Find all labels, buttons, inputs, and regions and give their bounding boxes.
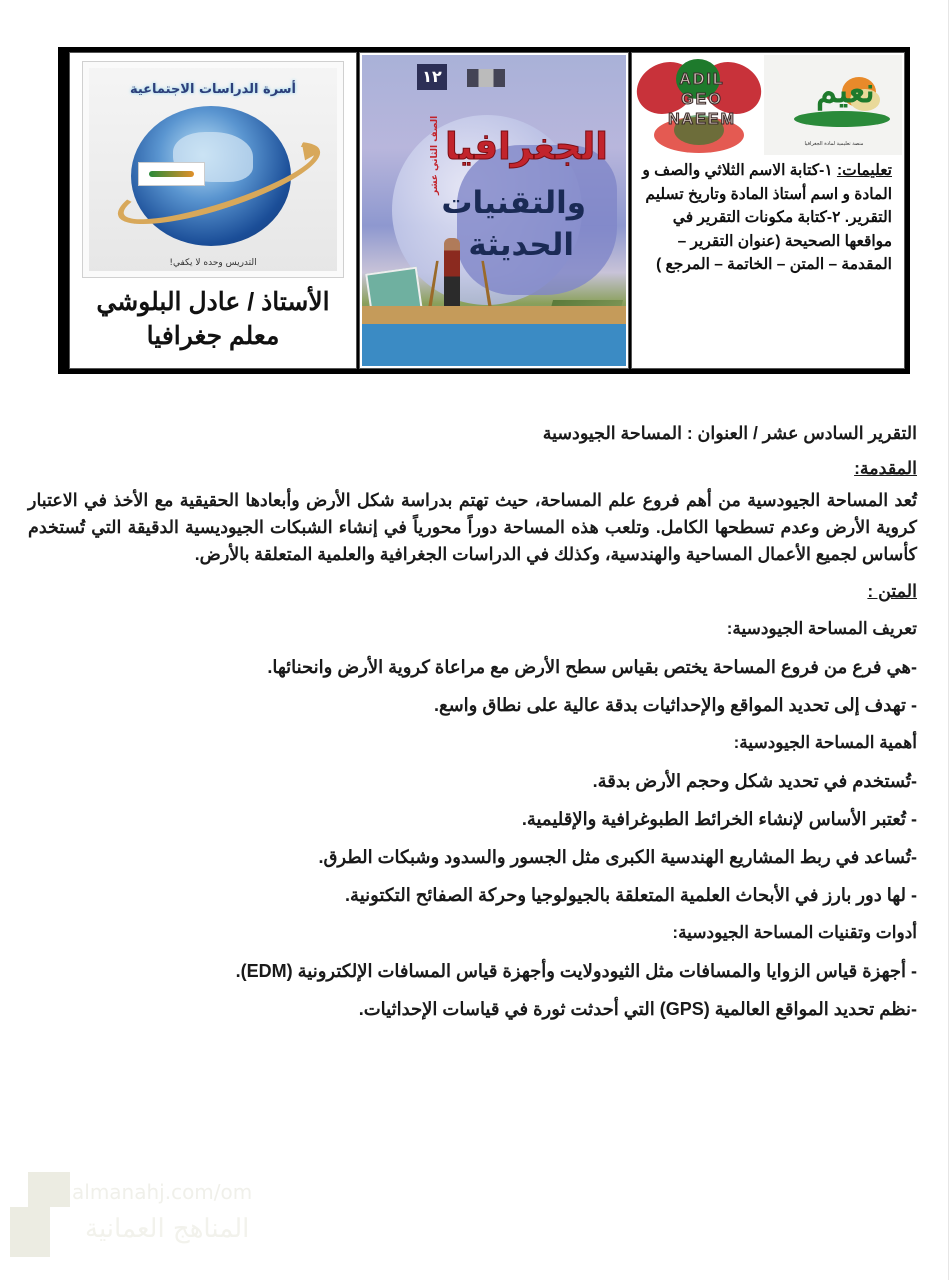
intro-heading: المقدمة: xyxy=(854,458,917,478)
list-item: - أجهزة قياس الزوايا والمسافات مثل الثيودولايت وأجهزة قياس المسافات الإلكترونية (EDM). xyxy=(235,961,917,981)
adil-geo-naeem-logo xyxy=(634,55,764,155)
cover-title-line2: والتقنيات xyxy=(441,185,586,221)
instructions xyxy=(634,155,902,277)
definition-heading: تعريف المساحة الجيودسية: xyxy=(726,619,917,638)
list-item: -تُستخدم في تحديد شكل وحجم الأرض بدقة. xyxy=(592,771,917,791)
intro-paragraph: تُعد المساحة الجيودسية من أهم فروع علم المساحة، حيث تهتم بدراسة شكل الأرض وأبعادها الحقيقية مع الأخذ في الاعتبار كروية الأرض وعدم تسطحها الكامل. وتلعب هذه المساحة دوراً محورياً في إنشاء الشبكات الجيوديسية الدقيقة التي تُستخدم كأساس لجميع الأعمال المساحية والهندسية، وكذلك في الدراسات الجغرافية والعلمية المتعلقة بالأرض. xyxy=(28,490,917,564)
book-cover xyxy=(362,55,626,366)
naeem-caption: منصة تعليمية لمادة الجغرافيا xyxy=(804,141,864,147)
instructions-label: تعليمات: xyxy=(836,162,892,179)
cover-ground-image xyxy=(362,306,626,366)
report-content xyxy=(28,418,917,1024)
list-item: -نظم تحديد المواقع العالمية (GPS) التي أحدثت ثورة في قياسات الإحداثيات. xyxy=(358,999,917,1019)
surveyor-image xyxy=(444,238,460,308)
mini-naeem-logo xyxy=(138,162,205,186)
watermark-logo-icon xyxy=(28,1172,70,1207)
list-item: - تهدف إلى تحديد المواقع والإحداثيات بدقة عالية على نطاق واسع. xyxy=(433,695,917,715)
watermark xyxy=(10,1172,253,1262)
social-studies-logo xyxy=(82,61,344,278)
teacher-name: الأستاذ / عادل البلوشي xyxy=(96,288,330,316)
report-title: التقرير السادس عشر / العنوان : المساحة الجيودسية xyxy=(542,423,917,443)
watermark-logo-icon xyxy=(10,1207,50,1257)
cover-grade-number: ١٢ xyxy=(417,64,447,90)
naeem-book-icon xyxy=(794,111,890,127)
teacher-cell xyxy=(70,53,356,368)
logo-text-geo: GEO xyxy=(681,91,723,108)
satellite-icon xyxy=(467,69,505,87)
cover-title-line3: الحديثة xyxy=(468,227,574,263)
teacher-info xyxy=(72,285,354,353)
watermark-url: almanahj.com/om xyxy=(72,1180,253,1204)
logo-text-naeem: NAEEM xyxy=(668,111,736,128)
cover-title-line1: الجغرافيا xyxy=(444,125,608,168)
body-heading: المتن : xyxy=(867,581,917,601)
logo-text-adil: ADIL xyxy=(679,71,725,88)
naeem-word: نعيم xyxy=(816,71,875,111)
header-table xyxy=(58,47,910,374)
list-item: -هي فرع من فروع المساحة يختص بقياس سطح الأرض مع مراعاة كروية الأرض وانحنائها. xyxy=(267,657,917,677)
instructions-text: ١-كتابة الاسم الثلاثي والصف و المادة و اسم أستاذ المادة وتاريخ تسليم التقرير. ٢-كتابة مكونات التقرير في مواقعها الصحيحة (عنوان التقرير – المقدمة – المتن – الخاتمة – المرجع ) xyxy=(642,162,892,273)
list-item: - تُعتبر الأساس لإنشاء الخرائط الطبوغرافية والإقليمية. xyxy=(521,809,917,829)
book-cover-cell xyxy=(360,53,628,368)
list-item: -تُساعد في ربط المشاريع الهندسية الكبرى مثل الجسور والسدود وشبكات الطرق. xyxy=(318,847,917,867)
cover-grade-label: الصف الثاني عشر xyxy=(430,115,440,195)
instructions-cell xyxy=(632,53,904,368)
social-studies-motto: التدريس وحده لا يكفي! xyxy=(169,258,257,268)
watermark-site-name: المناهج العمانية xyxy=(85,1214,250,1244)
logos-row xyxy=(634,55,902,155)
tools-heading: أدوات وتقنيات المساحة الجيودسية: xyxy=(672,923,917,942)
list-item: - لها دور بارز في الأبحاث العلمية المتعلقة بالجيولوجيا وحركة الصفائح التكتونية. xyxy=(345,885,917,905)
naeem-logo xyxy=(764,55,902,155)
social-studies-title: أسرة الدراسات الاجتماعية xyxy=(129,82,297,97)
importance-heading: أهمية المساحة الجيودسية: xyxy=(733,733,917,752)
teacher-role: معلم جغرافيا xyxy=(146,322,280,350)
